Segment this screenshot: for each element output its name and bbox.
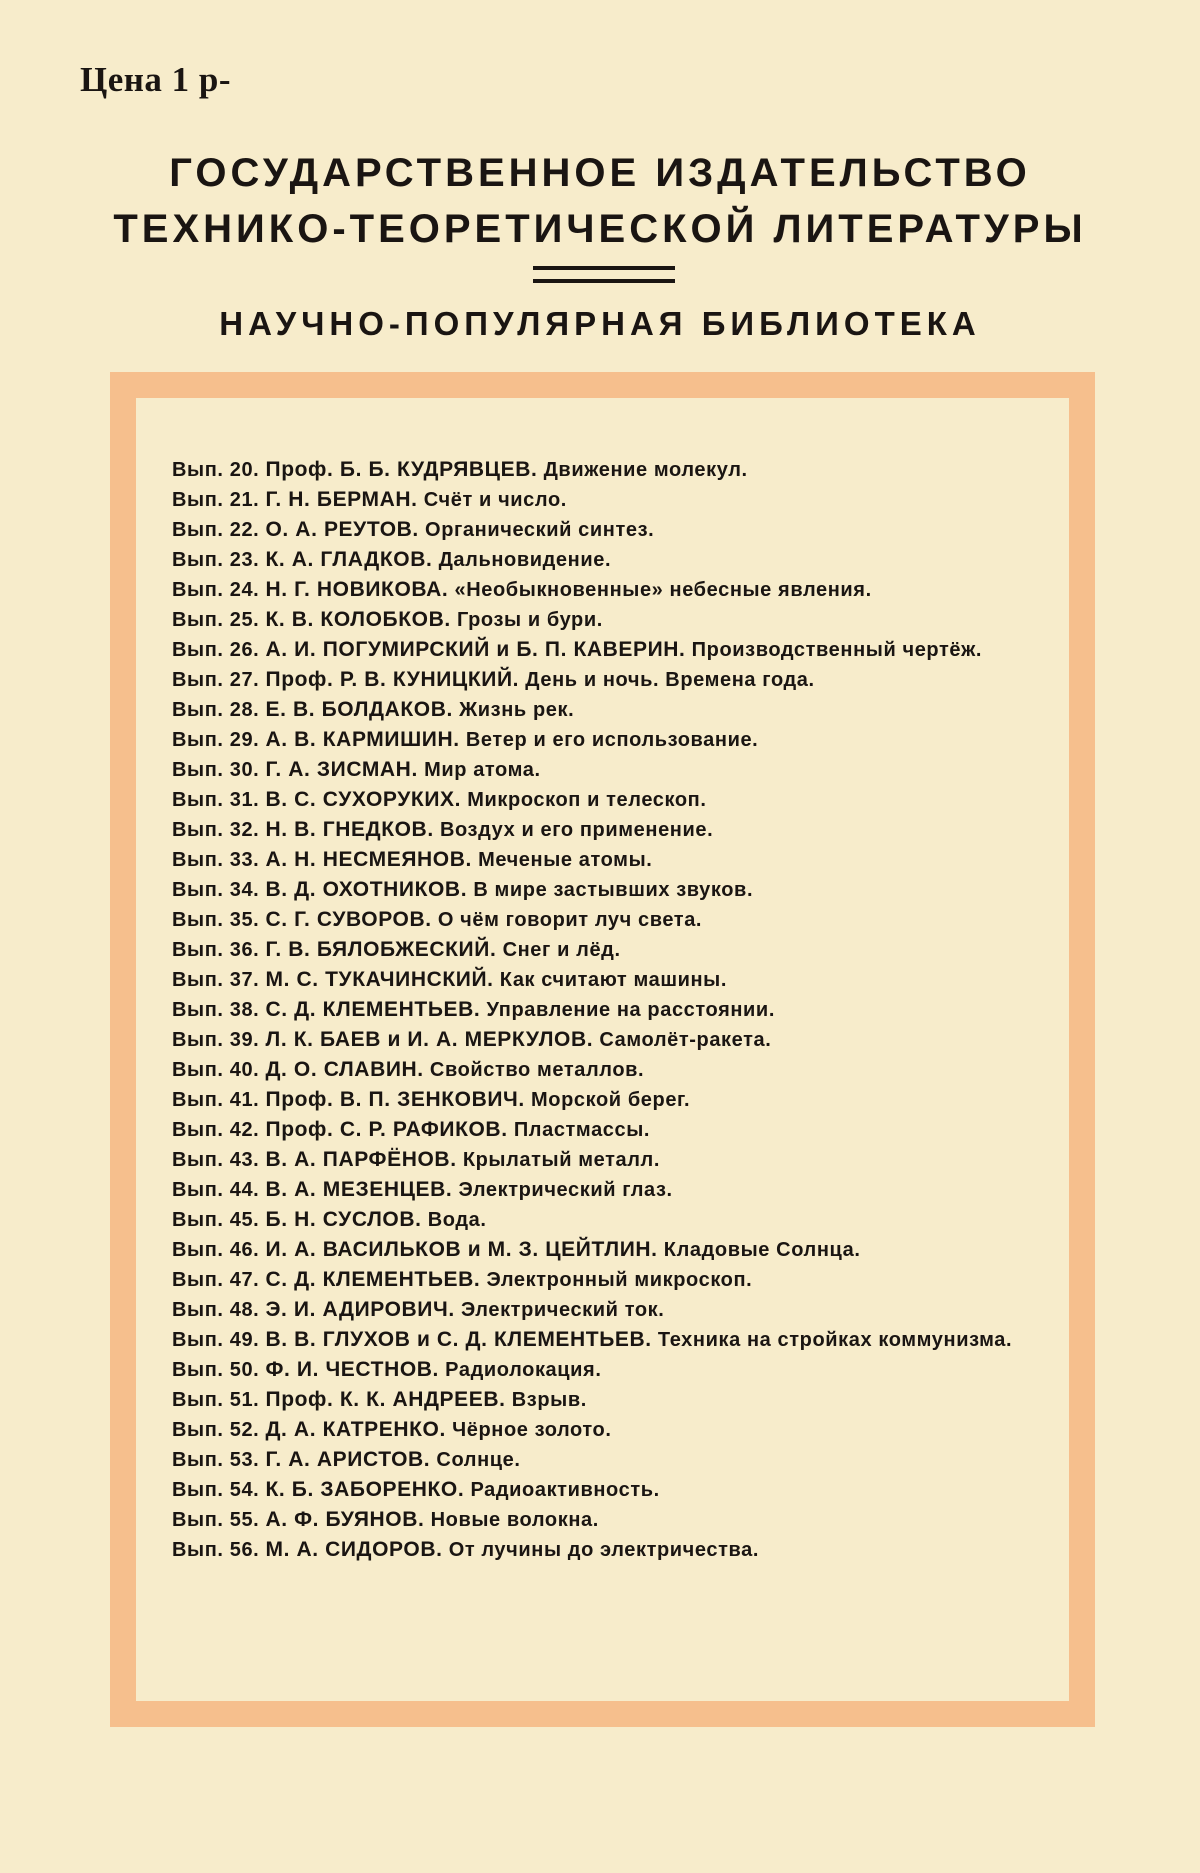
book-title: Меченые атомы. xyxy=(478,849,653,871)
book-author: Д. О. СЛАВИН. xyxy=(265,1058,424,1081)
book-list-item xyxy=(172,905,1052,935)
issue-number: Вып. 48. xyxy=(172,1299,260,1321)
book-title: Пластмассы. xyxy=(513,1119,651,1141)
issue-number: Вып. 23. xyxy=(172,549,260,571)
book-list-item xyxy=(172,1535,1052,1565)
book-list-item xyxy=(172,1505,1052,1535)
book-list-item xyxy=(172,665,1052,695)
issue-number: Вып. 47. xyxy=(172,1269,260,1291)
book-author: В. А. ПАРФЁНОВ. xyxy=(265,1148,457,1171)
book-author: Н. В. ГНЕДКОВ. xyxy=(265,818,434,841)
issue-number: Вып. 39. xyxy=(172,1029,260,1051)
issue-number: Вып. 32. xyxy=(172,819,260,841)
publisher-heading xyxy=(0,145,1200,257)
book-author: О. А. РЕУТОВ. xyxy=(265,518,419,541)
book-author: Проф. В. П. ЗЕНКОВИЧ. xyxy=(265,1088,525,1111)
book-list-item xyxy=(172,1385,1052,1415)
book-list-item xyxy=(172,1265,1052,1295)
book-author: Проф. Р. В. КУНИЦКИЙ. xyxy=(265,668,520,691)
book-title: Электронный микроскоп. xyxy=(486,1269,753,1291)
book-author: Д. А. КАТРЕНКО. xyxy=(265,1418,446,1441)
issue-number: Вып. 37. xyxy=(172,969,260,991)
book-title: Чёрное золото. xyxy=(452,1419,612,1441)
book-list-item xyxy=(172,1205,1052,1235)
book-title: Самолёт-ракета. xyxy=(599,1029,772,1051)
book-author: Э. И. АДИРОВИЧ. xyxy=(265,1298,455,1321)
issue-number: Вып. 31. xyxy=(172,789,260,811)
book-list-item xyxy=(172,485,1052,515)
issue-number: Вып. 38. xyxy=(172,999,260,1021)
book-list xyxy=(172,455,1052,1565)
publisher-line-1: ГОСУДАРСТВЕННОЕ ИЗДАТЕЛЬСТВО xyxy=(169,151,1031,195)
book-list-item xyxy=(172,965,1052,995)
series-title: НАУЧНО-ПОПУЛЯРНАЯ БИБЛИОТЕКА xyxy=(219,305,981,342)
issue-number: Вып. 24. xyxy=(172,579,260,601)
issue-number: Вып. 26. xyxy=(172,639,260,661)
book-list-item xyxy=(172,695,1052,725)
book-author: С. Д. КЛЕМЕНТЬЕВ. xyxy=(265,998,481,1021)
publisher-line-2: ТЕХНИКО-ТЕОРЕТИЧЕСКОЙ ЛИТЕРАТУРЫ xyxy=(113,207,1087,251)
issue-number: Вып. 20. xyxy=(172,459,260,481)
book-author: Г. В. БЯЛОБЖЕСКИЙ. xyxy=(265,938,497,961)
book-title: Ветер и его использование. xyxy=(465,729,759,751)
issue-number: Вып. 43. xyxy=(172,1149,260,1171)
book-list-item xyxy=(172,935,1052,965)
issue-number: Вып. 36. xyxy=(172,939,260,961)
book-list-item xyxy=(172,1235,1052,1265)
book-title: Взрыв. xyxy=(511,1389,587,1411)
book-title: В мире застывших звуков. xyxy=(473,879,754,901)
issue-number: Вып. 51. xyxy=(172,1389,260,1411)
book-title: Счёт и число. xyxy=(423,489,567,511)
issue-number: Вып. 56. xyxy=(172,1539,260,1561)
book-author: М. С. ТУКАЧИНСКИЙ. xyxy=(265,968,494,991)
issue-number: Вып. 25. xyxy=(172,609,260,631)
issue-number: Вып. 33. xyxy=(172,849,260,871)
book-title: Снег и лёд. xyxy=(502,939,621,961)
book-author: С. Г. СУВОРОВ. xyxy=(265,908,432,931)
issue-number: Вып. 40. xyxy=(172,1059,260,1081)
book-list-item xyxy=(172,1475,1052,1505)
issue-number: Вып. 45. xyxy=(172,1209,260,1231)
book-author: А. И. ПОГУМИРСКИЙ и Б. П. КАВЕРИН. xyxy=(265,638,686,661)
book-title: От лучины до электричества. xyxy=(448,1539,759,1561)
book-author: И. А. ВАСИЛЬКОВ и М. З. ЦЕЙТЛИН. xyxy=(265,1238,658,1261)
issue-number: Вып. 52. xyxy=(172,1419,260,1441)
issue-number: Вып. 29. xyxy=(172,729,260,751)
book-list-item xyxy=(172,1145,1052,1175)
book-author: Г. А. АРИСТОВ. xyxy=(265,1448,431,1471)
book-list-item xyxy=(172,725,1052,755)
book-list-item xyxy=(172,785,1052,815)
book-author: В. В. ГЛУХОВ и С. Д. КЛЕМЕНТЬЕВ. xyxy=(265,1328,652,1351)
book-title: Солнце. xyxy=(436,1449,521,1471)
book-list-item xyxy=(172,755,1052,785)
book-title: Как считают машины. xyxy=(499,969,728,991)
book-author: А. В. КАРМИШИН. xyxy=(265,728,460,751)
issue-number: Вып. 21. xyxy=(172,489,260,511)
book-title: Кладовые Солнца. xyxy=(663,1239,861,1261)
issue-number: Вып. 44. xyxy=(172,1179,260,1201)
book-author: А. Ф. БУЯНОВ. xyxy=(265,1508,425,1531)
book-author: К. В. КОЛОБКОВ. xyxy=(265,608,451,631)
book-author: Ф. И. ЧЕСТНОВ. xyxy=(265,1358,439,1381)
book-title: Свойство металлов. xyxy=(429,1059,645,1081)
issue-number: Вып. 30. xyxy=(172,759,260,781)
issue-number: Вып. 28. xyxy=(172,699,260,721)
issue-number: Вып. 55. xyxy=(172,1509,260,1531)
book-author: Проф. С. Р. РАФИКОВ. xyxy=(265,1118,508,1141)
book-title: Техника на стройках коммунизма. xyxy=(657,1329,1013,1351)
book-list-item xyxy=(172,1355,1052,1385)
book-title: Электрический глаз. xyxy=(458,1179,673,1201)
book-list-item xyxy=(172,845,1052,875)
issue-number: Вып. 34. xyxy=(172,879,260,901)
book-list-item xyxy=(172,455,1052,485)
book-list-item xyxy=(172,1415,1052,1445)
book-author: Е. В. БОЛДАКОВ. xyxy=(265,698,453,721)
book-list-item xyxy=(172,515,1052,545)
book-list-item xyxy=(172,1295,1052,1325)
book-author: М. А. СИДОРОВ. xyxy=(265,1538,443,1561)
book-author: Н. Г. НОВИКОВА. xyxy=(265,578,449,601)
book-list-item xyxy=(172,1085,1052,1115)
book-title: Жизнь рек. xyxy=(459,699,575,721)
book-list-item xyxy=(172,1445,1052,1475)
book-author: К. Б. ЗАБОРЕНКО. xyxy=(265,1478,465,1501)
book-list-item xyxy=(172,635,1052,665)
book-list-item xyxy=(172,545,1052,575)
issue-number: Вып. 41. xyxy=(172,1089,260,1111)
book-list-item xyxy=(172,875,1052,905)
book-title: Вода. xyxy=(427,1209,487,1231)
book-list-item xyxy=(172,1115,1052,1145)
book-title: Морской берег. xyxy=(531,1089,691,1111)
book-list-item xyxy=(172,605,1052,635)
book-title: Движение молекул. xyxy=(543,459,748,481)
book-title: О чём говорит луч света. xyxy=(437,909,703,931)
book-title: Органический синтез. xyxy=(425,519,655,541)
book-title: Мир атома. xyxy=(424,759,541,781)
book-author: А. Н. НЕСМЕЯНОВ. xyxy=(265,848,472,871)
issue-number: Вып. 49. xyxy=(172,1329,260,1351)
book-title: Новые волокна. xyxy=(430,1509,599,1531)
book-author: К. А. ГЛАДКОВ. xyxy=(265,548,433,571)
book-author: Проф. К. К. АНДРЕЕВ. xyxy=(265,1388,506,1411)
book-title: Дальновидение. xyxy=(438,549,612,571)
book-list-item xyxy=(172,1325,1052,1355)
price-label: Цена 1 р- xyxy=(80,60,232,99)
book-list-item xyxy=(172,815,1052,845)
issue-number: Вып. 22. xyxy=(172,519,260,541)
book-author: В. А. МЕЗЕНЦЕВ. xyxy=(265,1178,453,1201)
issue-number: Вып. 42. xyxy=(172,1119,260,1141)
book-list-item xyxy=(172,575,1052,605)
issue-number: Вып. 54. xyxy=(172,1479,260,1501)
book-title: Воздух и его применение. xyxy=(439,819,714,841)
book-title: День и ночь. Времена года. xyxy=(525,669,815,691)
book-list-item xyxy=(172,995,1052,1025)
issue-number: Вып. 50. xyxy=(172,1359,260,1381)
book-author: Г. А. ЗИСМАН. xyxy=(265,758,418,781)
book-title: «Необыкновенные» небесные явления. xyxy=(454,579,872,601)
book-author: В. С. СУХОРУКИХ. xyxy=(265,788,462,811)
book-title: Грозы и бури. xyxy=(456,609,603,631)
book-author: Г. Н. БЕРМАН. xyxy=(265,488,418,511)
issue-number: Вып. 27. xyxy=(172,669,260,691)
double-rule-divider xyxy=(533,266,675,283)
book-author: Проф. Б. Б. КУДРЯВЦЕВ. xyxy=(265,458,538,481)
book-author: Л. К. БАЕВ и И. А. МЕРКУЛОВ. xyxy=(265,1028,594,1051)
issue-number: Вып. 35. xyxy=(172,909,260,931)
book-author: Б. Н. СУСЛОВ. xyxy=(265,1208,422,1231)
book-title: Крылатый металл. xyxy=(462,1149,661,1171)
book-title: Электрический ток. xyxy=(460,1299,665,1321)
book-title: Управление на расстоянии. xyxy=(486,999,775,1021)
book-list-item xyxy=(172,1175,1052,1205)
book-title: Радиоактивность. xyxy=(470,1479,660,1501)
book-title: Производственный чертёж. xyxy=(691,639,983,661)
issue-number: Вып. 46. xyxy=(172,1239,260,1261)
book-title: Микроскоп и телескоп. xyxy=(467,789,707,811)
book-list-item xyxy=(172,1025,1052,1055)
book-author: В. Д. ОХОТНИКОВ. xyxy=(265,878,468,901)
book-author: С. Д. КЛЕМЕНТЬЕВ. xyxy=(265,1268,481,1291)
book-title: Радиолокация. xyxy=(445,1359,602,1381)
issue-number: Вып. 53. xyxy=(172,1449,260,1471)
book-list-item xyxy=(172,1055,1052,1085)
